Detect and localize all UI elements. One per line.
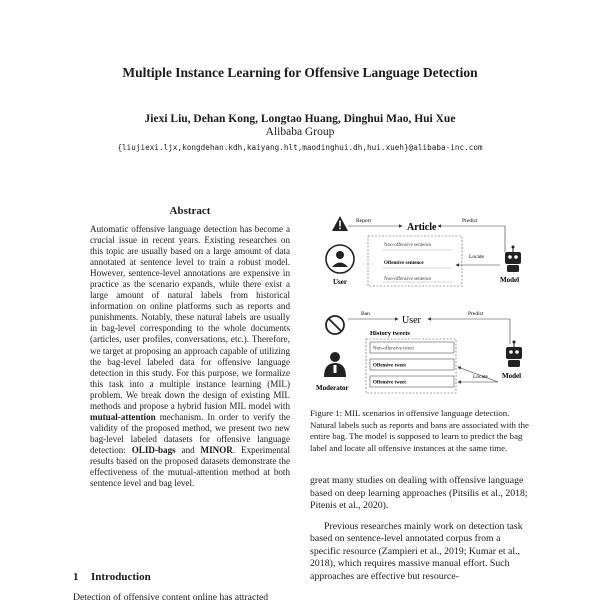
- history-tweets-label: History tweets: [370, 330, 410, 337]
- abstract-heading: Abstract: [169, 205, 211, 217]
- introduction-heading: [73, 571, 151, 583]
- abstract-text-2: mechanism. In order to verify the validity of the proposed method, we present two new bag-level labeled datasets for offensive language detection:: [90, 411, 290, 455]
- model-top-label: Model: [500, 276, 520, 284]
- moderator-icon: [324, 352, 346, 377]
- author-list: Jiexi Liu, Dehan Kong, Longtao Huang, Dinghui Mao, Hui Xue: [144, 113, 456, 125]
- moderator-label: Moderator: [316, 384, 349, 392]
- sentence-top-3: Non-offensive sentence: [384, 277, 432, 282]
- figure-caption: Figure 1: MIL scenarios in offensive language detection. Natural labels such as reports and bans are associated with the entire bag. The model is supposed to learn to predict the bag label and locate all offensive instances at the same time.: [310, 408, 529, 453]
- model-bottom-label: Model: [502, 372, 522, 380]
- section-title: Introduction: [91, 571, 151, 583]
- abstract-text-4: . Experimental results based on the proposed datasets demonstrate the effectiveness of the mutual-attention method at both sentence level and bag level.: [90, 444, 290, 489]
- abstract-body: [90, 224, 290, 489]
- warning-icon: [332, 216, 348, 231]
- sentence-top-2: Offensive sentence: [384, 261, 424, 266]
- tweet-2: Offensive tweet: [373, 363, 406, 369]
- sentence-top-1: Non-offensive sentence: [384, 243, 432, 248]
- section-number: 1: [73, 571, 79, 583]
- affiliation: Alibaba Group: [265, 126, 335, 138]
- author-emails: {liujiexi.ljx,kongdehan.kdh,kaiyang.hlt,maodinghui.dh,hui.xueh}@alibaba-inc.com: [117, 143, 483, 152]
- locate-bottom-label: Locate: [473, 374, 488, 380]
- ban-label: Ban: [361, 311, 370, 317]
- robot-icon-top: [505, 246, 521, 273]
- figure-1: [310, 212, 536, 400]
- ban-icon: [326, 316, 344, 334]
- report-label: Report: [356, 218, 371, 224]
- predict-bottom-label: Predict: [468, 311, 484, 317]
- abstract-bold-mutual-attention: mutual-attention: [90, 411, 156, 422]
- predict-top-label: Predict: [462, 218, 478, 224]
- user-icon: [326, 245, 354, 273]
- right-paragraph-1: great many studies on dealing with offensive language based on deep learning approaches (Pitsilis et al., 2018; Pitenis et al., 2020).: [310, 475, 528, 511]
- tweet-3: Offensive tweet: [373, 380, 406, 386]
- abstract-bold-minor: MINOR: [200, 444, 233, 455]
- right-paragraph-2: Previous researches mainly work on detection task based on sentence-level annotated corpus from a specific resource (Zampieri et al., 2019; Kumar et al., 2018), which requires massive manual effort. Such approaches are effective but resource-: [310, 520, 523, 582]
- abstract-bold-olid-bags: OLID-bags: [131, 444, 176, 455]
- article-label: Article: [407, 222, 437, 233]
- figure-1-diagram: [310, 212, 536, 400]
- abstract-text-1: Automatic offensive language detection has become a crucial issue in recent years. Existing researches on this topic are usually based on a large amount of data annotated at sentence level to train a robust model. However, sentence-level annotations are expensive in practice as the scenario expands, while there exist a large amount of natural labels from historical information on online platforms such as reports and punishments. Notably, these natural labels are usually in bag-level corresponding to the whole documents (articles, user profiles, conversations, etc.). Therefore, we target at proposing an approach capable of utilizing the bag-level labeled data for offensive language detection in this study. For this purpose, we formalize this task into a multiple instance learning (MIL) problem. We break down the design of existing MIL methods and propose a hybrid fusion MIL model with: [90, 224, 290, 411]
- locate-top-label: Locate: [469, 254, 484, 260]
- robot-icon-bottom: [506, 341, 522, 368]
- right-column-body: [310, 475, 532, 583]
- introduction-first-line: Detection of offensive content online has attracted: [73, 592, 269, 603]
- abstract-text-3: and: [181, 444, 195, 455]
- user-label: User: [333, 278, 347, 286]
- tweet-1: Non-offensive tweet: [373, 346, 414, 352]
- paper-title: Multiple Instance Learning for Offensive Language Detection: [122, 65, 478, 80]
- user-mid-label: User: [402, 315, 421, 326]
